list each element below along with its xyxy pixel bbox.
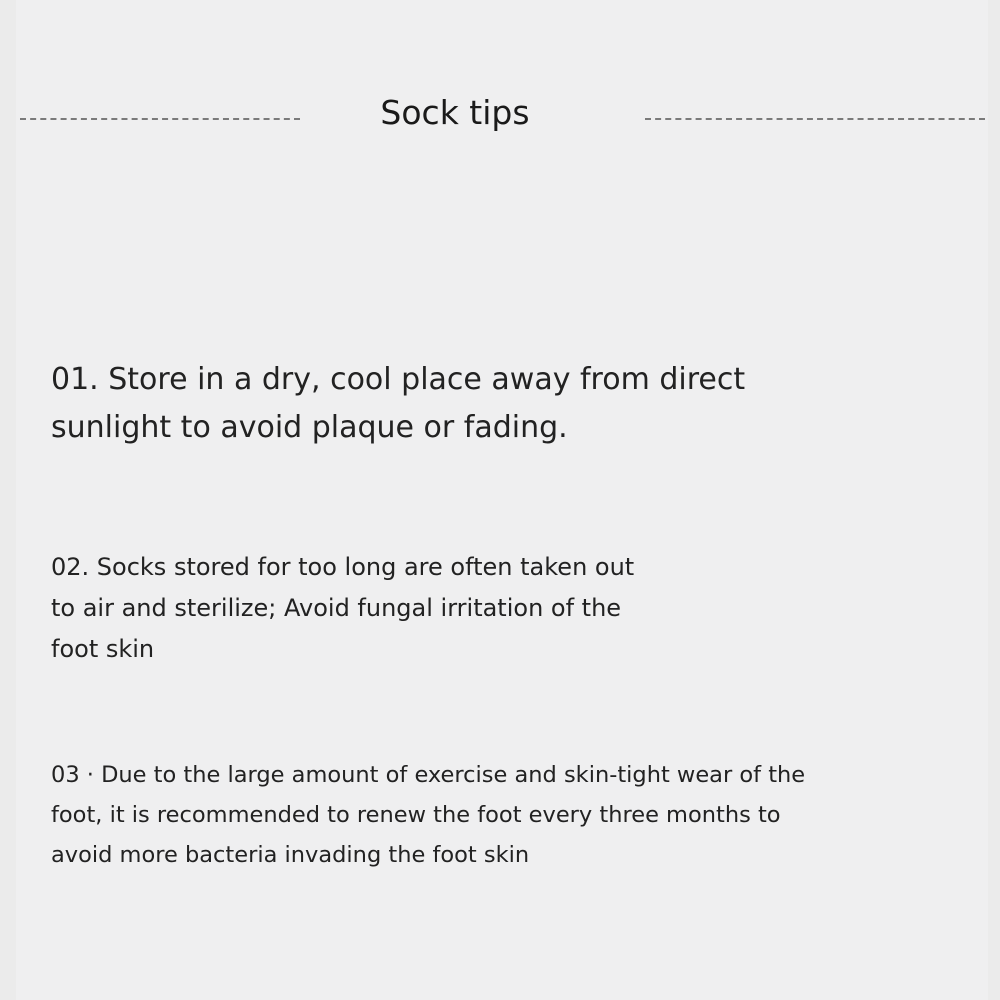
tip-2-line-3: foot skin: [51, 635, 155, 663]
tip-3-line-2: foot, it is recommended to renew the foot every three months to: [51, 802, 781, 828]
tip-1-line-2: sunlight to avoid plaque or fading.: [51, 410, 568, 445]
header-divider-left: [20, 118, 300, 120]
tip-2-line-2: to air and sterilize; Avoid fungal irritation of the: [51, 594, 622, 622]
tip-3-line-3: avoid more bacteria invading the foot skin: [51, 842, 530, 868]
tip-1-line-1: 01. Store in a dry, cool place away from direct: [51, 362, 746, 397]
tip-item-2: [51, 547, 731, 670]
header-divider-right: [645, 118, 985, 120]
page-title: Sock tips: [380, 93, 530, 132]
tip-item-1: [51, 356, 791, 452]
tip-item-3: [51, 755, 901, 875]
tip-2-line-1: 02. Socks stored for too long are often taken out: [51, 553, 635, 581]
tip-3-line-1: 03 · Due to the large amount of exercise and skin-tight wear of the: [51, 762, 806, 788]
